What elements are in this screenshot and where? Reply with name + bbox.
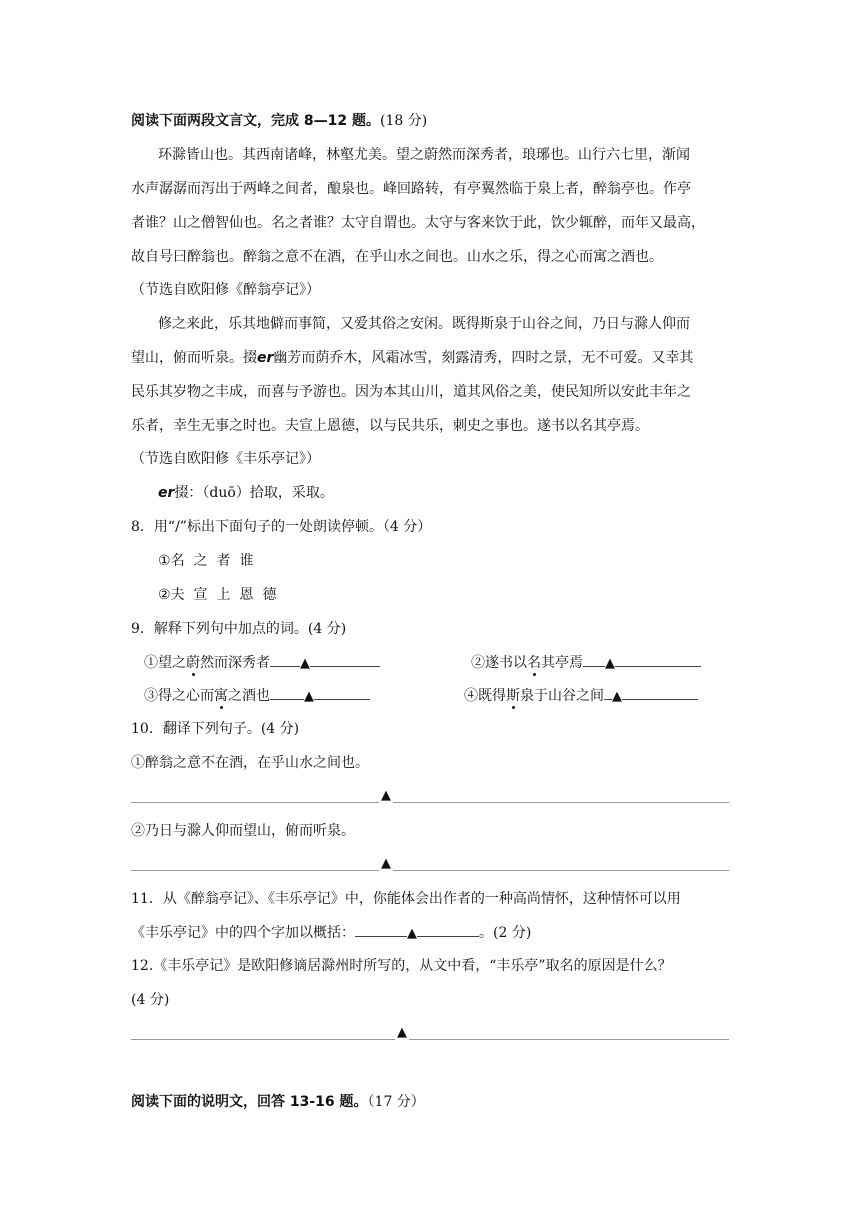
passage2-line-2-end: 幽芳而荫乔木，风霜冰雪，刻露清秀，四时之景，无不可爱。又幸其 xyxy=(273,350,694,366)
passage1-line-2: 水声潺潺而泻出于两峰之间者，酿泉也。峰回路转，有亭翼然临于泉上者，醉翁亭也。作亭 xyxy=(131,181,691,197)
question-8-item-1-text: 名之者谁 xyxy=(170,553,263,569)
question-9-item-d xyxy=(464,685,698,707)
question-9-c-dotted-word: 寓 xyxy=(214,688,228,704)
question-8-item-2-text: 夫宣上恩德 xyxy=(170,587,286,603)
passage2-source: （节选自欧阳修《丰乐亭记》） xyxy=(131,451,320,467)
question-8-item-2 xyxy=(158,585,286,605)
answer-blank[interactable] xyxy=(615,652,701,667)
question-9-b-post: 其亭焉 xyxy=(541,655,583,671)
question-8-item-2-num: ② xyxy=(158,587,171,603)
answer-blank[interactable] xyxy=(270,685,304,700)
section2-heading-score: （17 分） xyxy=(367,1094,425,1110)
question-8-item-1-num: ① xyxy=(158,553,171,569)
passage2-line-4: 乐者，幸生无事之时也。夫宣上恩德，以与民共乐，刺史之事也。遂书以名其亭焉。 xyxy=(131,418,649,434)
question-10: 10．翻译下列句子。(4 分) xyxy=(131,721,300,737)
question-9-a-pre: ①望之 xyxy=(144,655,186,671)
section1-heading-text: 阅读下面两段文言文，完成 8—12 题。 xyxy=(131,113,380,129)
question-9-b-dotted-word: 名 xyxy=(527,655,541,671)
section2-heading-text: 阅读下面的说明文，回答 13-16 题。 xyxy=(131,1094,368,1110)
answer-triangle-icon: ▲ xyxy=(381,788,391,803)
passage1-source: （节选自欧阳修《醉翁亭记》） xyxy=(131,282,320,298)
question-12-line-2: (4 分) xyxy=(131,992,170,1008)
question-9-a-post: 然而深秀者 xyxy=(200,655,270,671)
question-11-score: 。(2 分) xyxy=(479,925,532,941)
question-9-d-dotted-word: 斯 xyxy=(506,688,520,704)
question-10-sentence-1: ①醉翁之意不在酒，在乎山水之间也。 xyxy=(131,755,369,771)
question-12-line-1: 12.《丰乐亭记》是欧阳修谪居滁州时所写的，从文中看，“丰乐亭”取名的原因是什么？ xyxy=(131,958,672,974)
answer-blank[interactable] xyxy=(604,685,612,700)
answer-triangle-icon: ▲ xyxy=(304,689,314,704)
question-11-prompt: 《丰乐亭记》中的四个字加以概括： xyxy=(131,925,355,941)
passage1-line-3: 者谁？山之僧智仙也。名之者谁？太守自谓也。太守与客来饮于此，饮少辄醉，而年又最高， xyxy=(131,215,705,231)
answer-line-10-1[interactable] xyxy=(131,788,729,803)
answer-line-10-2[interactable] xyxy=(131,856,729,871)
question-9: 9．解释下列句中加点的词。(4 分) xyxy=(131,621,347,637)
passage2-line-3: 民乐其岁物之丰成，而喜与予游也。因为本其山川，道其风俗之美，使民知所以安此丰年之 xyxy=(131,384,691,400)
question-9-c-post: 之酒也 xyxy=(228,688,270,704)
answer-blank[interactable] xyxy=(583,652,605,667)
question-8-item-1 xyxy=(158,551,263,571)
annotation-marker: er xyxy=(257,350,274,366)
question-11-line-2 xyxy=(131,922,531,944)
answer-triangle-icon: ▲ xyxy=(605,656,615,671)
question-9-d-pre: ④既得 xyxy=(464,688,506,704)
question-9-item-c xyxy=(144,685,370,707)
question-11-line-1: 11．从《醉翁亭记》、《丰乐亭记》中，你能体会出作者的一种高尚情怀，这种情怀可以用 xyxy=(131,891,681,907)
answer-triangle-icon: ▲ xyxy=(407,926,417,941)
section1-heading-score: (18 分) xyxy=(379,113,428,129)
question-9-b-pre: ②遂书以 xyxy=(471,655,527,671)
section2-heading xyxy=(131,1092,425,1112)
question-8: 8．用“/”标出下面句子的一处朗读停顿。（4 分） xyxy=(131,519,432,535)
answer-blank[interactable] xyxy=(355,922,407,937)
passage2-line-2-start: 望山，俯而听泉。掇 xyxy=(131,350,257,366)
question-9-a-dotted-word: 蔚 xyxy=(186,655,200,671)
annotation-note xyxy=(158,483,334,503)
answer-triangle-icon: ▲ xyxy=(381,856,391,871)
section1-heading xyxy=(131,111,427,131)
answer-blank[interactable] xyxy=(314,685,370,700)
passage2-line-2 xyxy=(131,348,693,368)
answer-triangle-icon: ▲ xyxy=(612,689,622,704)
answer-triangle-icon: ▲ xyxy=(397,1025,407,1040)
answer-blank[interactable] xyxy=(417,922,479,937)
question-9-item-a xyxy=(144,652,380,674)
question-10-sentence-2: ②乃日与滁人仰而望山，俯而听泉。 xyxy=(131,823,355,839)
answer-blank[interactable] xyxy=(310,652,380,667)
answer-line-12[interactable] xyxy=(131,1025,729,1040)
annotation-note-text: 掇：（duō）拾取，采取。 xyxy=(174,485,334,501)
question-9-c-pre: ③得之心而 xyxy=(144,688,214,704)
question-9-item-b xyxy=(471,652,701,674)
question-9-d-post: 泉于山谷之间 xyxy=(520,688,604,704)
answer-triangle-icon: ▲ xyxy=(300,656,310,671)
passage2-line-1: 修之来此，乐其地僻而事简，又爱其俗之安闲。既得斯泉于山谷之间，乃日与滁人仰而 xyxy=(158,316,690,332)
annotation-note-marker: er xyxy=(158,485,175,501)
answer-blank[interactable] xyxy=(622,685,698,700)
answer-blank[interactable] xyxy=(270,652,300,667)
passage1-line-1: 环滁皆山也。其西南诸峰，林壑尤美。望之蔚然而深秀者，琅琊也。山行六七里，渐闻 xyxy=(158,147,690,163)
passage1-line-4: 故自号曰醉翁也。醉翁之意不在酒，在乎山水之间也。山水之乐，得之心而寓之酒也。 xyxy=(131,249,663,265)
